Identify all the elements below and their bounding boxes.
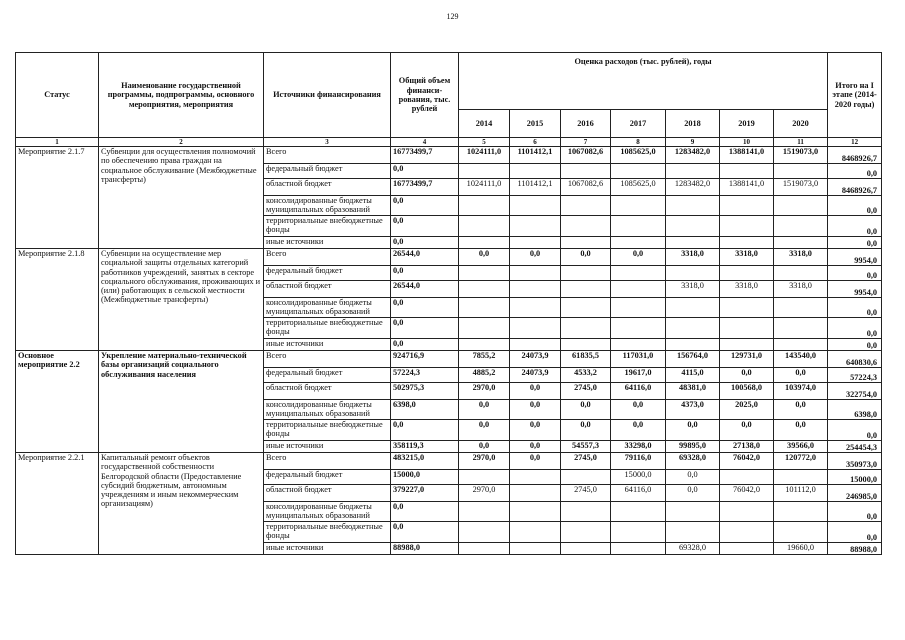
itogo-cell: 15000,0: [828, 470, 882, 485]
source-cell: областной бюджет: [264, 485, 391, 502]
year-value-cell: 0,0: [510, 383, 561, 400]
year-value-cell: [561, 237, 611, 249]
year-value-cell: [720, 298, 774, 318]
year-value-cell: [510, 164, 561, 179]
year-value-cell: [561, 543, 611, 555]
year-value-cell: [720, 318, 774, 339]
year-value-cell: 3318,0: [720, 281, 774, 298]
total-cell: 0,0: [391, 196, 459, 216]
total-cell: 502975,3: [391, 383, 459, 400]
source-cell: областной бюджет: [264, 383, 391, 400]
year-value-cell: [561, 339, 611, 351]
year-value-cell: [459, 196, 510, 216]
year-value-cell: [666, 339, 720, 351]
year-value-cell: 3318,0: [774, 281, 828, 298]
source-cell: иные источники: [264, 339, 391, 351]
total-cell: 16773499,7: [391, 179, 459, 196]
year-value-cell: [459, 237, 510, 249]
year-value-cell: [611, 339, 666, 351]
year-value-cell: [720, 470, 774, 485]
itogo-cell: 6398,0: [828, 400, 882, 420]
table-row: [16, 453, 882, 470]
year-value-cell: 100568,0: [720, 383, 774, 400]
year-value-cell: 3318,0: [666, 249, 720, 266]
name-cell: Капитальный ремонт объектов государственной собственности Белгородской области (Предоставление субсидий бюджетным, автономным учреждениям и иным некоммерческим организациям): [99, 453, 264, 555]
total-cell: 483215,0: [391, 453, 459, 470]
year-value-cell: 0,0: [720, 420, 774, 441]
header-itogo: Итого на I этапе (2014-2020 годы): [828, 53, 882, 138]
year-value-cell: 2970,0: [459, 453, 510, 470]
year-value-cell: [666, 298, 720, 318]
year-value-cell: 3318,0: [774, 249, 828, 266]
year-value-cell: [510, 237, 561, 249]
year-value-cell: 1085625,0: [611, 179, 666, 196]
header-year: 2019: [720, 110, 774, 138]
header-sources: Источники финансирования: [264, 53, 391, 138]
year-value-cell: 2970,0: [459, 383, 510, 400]
year-value-cell: 0,0: [774, 368, 828, 383]
itogo-cell: 0,0: [828, 298, 882, 318]
itogo-cell: 9954,0: [828, 281, 882, 298]
year-value-cell: [459, 502, 510, 522]
year-value-cell: 0,0: [459, 420, 510, 441]
column-number: 2: [99, 138, 264, 147]
year-value-cell: 24073,9: [510, 368, 561, 383]
year-value-cell: [666, 266, 720, 281]
year-value-cell: [611, 237, 666, 249]
year-value-cell: 2745,0: [561, 383, 611, 400]
year-value-cell: [561, 196, 611, 216]
total-cell: 15000,0: [391, 470, 459, 485]
column-number: 1: [16, 138, 99, 147]
total-cell: 0,0: [391, 237, 459, 249]
year-value-cell: 76042,0: [720, 485, 774, 502]
year-value-cell: 3318,0: [720, 249, 774, 266]
source-cell: областной бюджет: [264, 179, 391, 196]
column-number: 7: [561, 138, 611, 147]
source-cell: Всего: [264, 147, 391, 164]
year-value-cell: [611, 196, 666, 216]
year-value-cell: [774, 237, 828, 249]
year-value-cell: [774, 216, 828, 237]
name-cell: Субвенции для осуществления полномочий по обеспечению права граждан на социальное обслуживание (Межбюджетные трансферты): [99, 147, 264, 249]
year-value-cell: 1388141,0: [720, 179, 774, 196]
itogo-cell: 322754,0: [828, 383, 882, 400]
source-cell: Всего: [264, 351, 391, 368]
year-value-cell: 2025,0: [720, 400, 774, 420]
total-cell: 0,0: [391, 502, 459, 522]
total-cell: 6398,0: [391, 400, 459, 420]
source-cell: федеральный бюджет: [264, 266, 391, 281]
year-value-cell: 0,0: [666, 420, 720, 441]
column-number: 8: [611, 138, 666, 147]
year-value-cell: [774, 266, 828, 281]
year-value-cell: [720, 543, 774, 555]
itogo-cell: 640830,6: [828, 351, 882, 368]
year-value-cell: [720, 237, 774, 249]
itogo-cell: 88988,0: [828, 543, 882, 555]
column-number: 9: [666, 138, 720, 147]
year-value-cell: 19660,0: [774, 543, 828, 555]
year-value-cell: 69328,0: [666, 543, 720, 555]
year-value-cell: 1519073,0: [774, 147, 828, 164]
itogo-cell: 57224,3: [828, 368, 882, 383]
year-value-cell: 101112,0: [774, 485, 828, 502]
year-value-cell: [611, 281, 666, 298]
source-cell: консолидированные бюджеты муниципальных образований: [264, 502, 391, 522]
year-value-cell: [720, 502, 774, 522]
year-value-cell: [611, 164, 666, 179]
header-status: Статус: [16, 53, 99, 138]
source-cell: консолидированные бюджеты муниципальных образований: [264, 400, 391, 420]
total-cell: 0,0: [391, 164, 459, 179]
year-value-cell: 4115,0: [666, 368, 720, 383]
year-value-cell: 4533,2: [561, 368, 611, 383]
header-year: 2014: [459, 110, 510, 138]
itogo-cell: 0,0: [828, 522, 882, 543]
status-cell: Мероприятие 2.1.7: [16, 147, 99, 249]
column-number: 11: [774, 138, 828, 147]
year-value-cell: [459, 216, 510, 237]
year-value-cell: [666, 216, 720, 237]
year-value-cell: [510, 298, 561, 318]
year-value-cell: 0,0: [459, 249, 510, 266]
year-value-cell: 156764,0: [666, 351, 720, 368]
year-value-cell: [510, 266, 561, 281]
year-value-cell: [666, 502, 720, 522]
year-value-cell: 1101412,1: [510, 147, 561, 164]
year-value-cell: 0,0: [510, 420, 561, 441]
year-value-cell: [510, 522, 561, 543]
year-value-cell: 0,0: [510, 249, 561, 266]
total-cell: 0,0: [391, 298, 459, 318]
total-cell: 924716,9: [391, 351, 459, 368]
source-cell: федеральный бюджет: [264, 368, 391, 383]
year-value-cell: 117031,0: [611, 351, 666, 368]
year-value-cell: [561, 502, 611, 522]
year-value-cell: [666, 196, 720, 216]
itogo-cell: 246985,0: [828, 485, 882, 502]
year-value-cell: 1024111,0: [459, 147, 510, 164]
name-cell: Субвенции на осуществление мер социальной защиты отдельных категорий работников учреждений, занятых в секторе социального обслуживания, проживающих и (или) работающих в сельской местности (Межбюджетные трансферты): [99, 249, 264, 351]
itogo-cell: 9954,0: [828, 249, 882, 266]
year-value-cell: [561, 522, 611, 543]
year-value-cell: [561, 216, 611, 237]
itogo-cell: 254454,3: [828, 441, 882, 453]
itogo-cell: 8468926,7: [828, 179, 882, 196]
year-value-cell: 1067082,6: [561, 179, 611, 196]
year-value-cell: 99895,0: [666, 441, 720, 453]
year-value-cell: [561, 318, 611, 339]
year-value-cell: 48381,0: [666, 383, 720, 400]
year-value-cell: [510, 318, 561, 339]
year-value-cell: 0,0: [611, 420, 666, 441]
year-value-cell: 69328,0: [666, 453, 720, 470]
source-cell: федеральный бюджет: [264, 470, 391, 485]
year-value-cell: [774, 164, 828, 179]
year-value-cell: [561, 164, 611, 179]
column-number: 10: [720, 138, 774, 147]
status-cell: Основное мероприятие 2.2: [16, 351, 99, 453]
year-value-cell: 0,0: [720, 368, 774, 383]
total-cell: 358119,3: [391, 441, 459, 453]
year-value-cell: 143540,0: [774, 351, 828, 368]
year-value-cell: 2745,0: [561, 485, 611, 502]
itogo-cell: 0,0: [828, 216, 882, 237]
year-value-cell: 129731,0: [720, 351, 774, 368]
column-number: 6: [510, 138, 561, 147]
year-value-cell: [611, 502, 666, 522]
table-row: [16, 147, 882, 164]
year-value-cell: [774, 470, 828, 485]
column-number: 4: [391, 138, 459, 147]
year-value-cell: [459, 281, 510, 298]
table-row: [16, 249, 882, 266]
year-value-cell: [666, 318, 720, 339]
year-value-cell: [774, 196, 828, 216]
year-value-cell: [561, 470, 611, 485]
year-value-cell: [720, 266, 774, 281]
year-value-cell: [510, 502, 561, 522]
total-cell: 0,0: [391, 522, 459, 543]
itogo-cell: 0,0: [828, 237, 882, 249]
source-cell: территориальные внебюджетные фонды: [264, 216, 391, 237]
header-name: Наименование государственной программы, подпрограммы, основного мероприятия, мероприятия: [99, 53, 264, 138]
year-value-cell: [774, 298, 828, 318]
header-estimate: Оценка расходов (тыс. рублей), годы: [459, 53, 828, 110]
year-value-cell: [774, 318, 828, 339]
year-value-cell: 39566,0: [774, 441, 828, 453]
year-value-cell: 1067082,6: [561, 147, 611, 164]
year-value-cell: [720, 216, 774, 237]
year-value-cell: [774, 522, 828, 543]
year-value-cell: [459, 298, 510, 318]
itogo-cell: 0,0: [828, 420, 882, 441]
year-value-cell: 64116,0: [611, 383, 666, 400]
year-value-cell: 79116,0: [611, 453, 666, 470]
budget-table: [15, 52, 882, 555]
total-cell: 379227,0: [391, 485, 459, 502]
year-value-cell: [459, 470, 510, 485]
year-value-cell: 0,0: [561, 400, 611, 420]
year-value-cell: 1024111,0: [459, 179, 510, 196]
header-year: 2016: [561, 110, 611, 138]
itogo-cell: 350973,0: [828, 453, 882, 470]
year-value-cell: 0,0: [611, 249, 666, 266]
year-value-cell: [611, 522, 666, 543]
source-cell: консолидированные бюджеты муниципальных образований: [264, 298, 391, 318]
year-value-cell: [774, 339, 828, 351]
year-value-cell: [720, 164, 774, 179]
total-cell: 26544,0: [391, 281, 459, 298]
year-value-cell: [666, 164, 720, 179]
year-value-cell: [510, 339, 561, 351]
year-value-cell: 0,0: [459, 441, 510, 453]
total-cell: 26544,0: [391, 249, 459, 266]
header-year: 2020: [774, 110, 828, 138]
total-cell: 88988,0: [391, 543, 459, 555]
year-value-cell: [720, 339, 774, 351]
header-year: 2018: [666, 110, 720, 138]
year-value-cell: [720, 522, 774, 543]
name-cell: Укрепление материально-технической базы организаций социального обслуживания населения: [99, 351, 264, 453]
year-value-cell: [561, 298, 611, 318]
year-value-cell: 0,0: [666, 485, 720, 502]
year-value-cell: 1283482,0: [666, 147, 720, 164]
source-cell: консолидированные бюджеты муниципальных образований: [264, 196, 391, 216]
year-value-cell: [459, 266, 510, 281]
year-value-cell: 2745,0: [561, 453, 611, 470]
year-value-cell: 0,0: [774, 420, 828, 441]
year-value-cell: 1101412,1: [510, 179, 561, 196]
total-cell: 0,0: [391, 216, 459, 237]
itogo-cell: 0,0: [828, 164, 882, 179]
year-value-cell: [459, 164, 510, 179]
total-cell: 57224,3: [391, 368, 459, 383]
year-value-cell: 76042,0: [720, 453, 774, 470]
status-cell: Мероприятие 2.2.1: [16, 453, 99, 555]
year-value-cell: [774, 502, 828, 522]
year-value-cell: [561, 281, 611, 298]
header-year: 2017: [611, 110, 666, 138]
year-value-cell: 0,0: [774, 400, 828, 420]
source-cell: иные источники: [264, 543, 391, 555]
year-value-cell: 3318,0: [666, 281, 720, 298]
year-value-cell: 7855,2: [459, 351, 510, 368]
year-value-cell: [510, 543, 561, 555]
year-value-cell: 0,0: [611, 400, 666, 420]
year-value-cell: 64116,0: [611, 485, 666, 502]
source-cell: территориальные внебюджетные фонды: [264, 318, 391, 339]
year-value-cell: 1283482,0: [666, 179, 720, 196]
itogo-cell: 0,0: [828, 339, 882, 351]
year-value-cell: [459, 318, 510, 339]
year-value-cell: 15000,0: [611, 470, 666, 485]
year-value-cell: [510, 485, 561, 502]
year-value-cell: 0,0: [510, 400, 561, 420]
year-value-cell: 19617,0: [611, 368, 666, 383]
source-cell: иные источники: [264, 441, 391, 453]
source-cell: областной бюджет: [264, 281, 391, 298]
total-cell: 0,0: [391, 339, 459, 351]
column-number: 12: [828, 138, 882, 147]
year-value-cell: 0,0: [510, 453, 561, 470]
year-value-cell: 1519073,0: [774, 179, 828, 196]
header-year: 2015: [510, 110, 561, 138]
year-value-cell: 0,0: [459, 400, 510, 420]
total-cell: 0,0: [391, 420, 459, 441]
year-value-cell: 27138,0: [720, 441, 774, 453]
source-cell: федеральный бюджет: [264, 164, 391, 179]
total-cell: 0,0: [391, 318, 459, 339]
source-cell: иные источники: [264, 237, 391, 249]
year-value-cell: 54557,3: [561, 441, 611, 453]
itogo-cell: 0,0: [828, 196, 882, 216]
year-value-cell: 1388141,0: [720, 147, 774, 164]
year-value-cell: 0,0: [561, 249, 611, 266]
year-value-cell: 2970,0: [459, 485, 510, 502]
source-cell: Всего: [264, 453, 391, 470]
itogo-cell: 8468926,7: [828, 147, 882, 164]
year-value-cell: 61835,5: [561, 351, 611, 368]
year-value-cell: [459, 543, 510, 555]
itogo-cell: 0,0: [828, 266, 882, 281]
column-number: 5: [459, 138, 510, 147]
year-value-cell: 103974,0: [774, 383, 828, 400]
header-total: Общий объем финанси-рования, тыс. рублей: [391, 53, 459, 138]
year-value-cell: [666, 237, 720, 249]
source-cell: территориальные внебюджетные фонды: [264, 522, 391, 543]
year-value-cell: [611, 543, 666, 555]
year-value-cell: 1085625,0: [611, 147, 666, 164]
year-value-cell: [510, 470, 561, 485]
year-value-cell: [666, 522, 720, 543]
year-value-cell: [611, 298, 666, 318]
source-cell: Всего: [264, 249, 391, 266]
total-cell: 16773499,7: [391, 147, 459, 164]
total-cell: 0,0: [391, 266, 459, 281]
year-value-cell: [510, 216, 561, 237]
column-number: 3: [264, 138, 391, 147]
year-value-cell: 0,0: [561, 420, 611, 441]
year-value-cell: [510, 196, 561, 216]
year-value-cell: [611, 318, 666, 339]
year-value-cell: 0,0: [510, 441, 561, 453]
year-value-cell: 33298,0: [611, 441, 666, 453]
itogo-cell: 0,0: [828, 502, 882, 522]
year-value-cell: 4373,0: [666, 400, 720, 420]
table-row: [16, 351, 882, 368]
page-number: 129: [446, 12, 459, 21]
year-value-cell: [611, 266, 666, 281]
year-value-cell: 120772,0: [774, 453, 828, 470]
source-cell: территориальные внебюджетные фонды: [264, 420, 391, 441]
year-value-cell: 0,0: [666, 470, 720, 485]
year-value-cell: [459, 339, 510, 351]
year-value-cell: [611, 216, 666, 237]
year-value-cell: 4885,2: [459, 368, 510, 383]
itogo-cell: 0,0: [828, 318, 882, 339]
year-value-cell: 24073,9: [510, 351, 561, 368]
year-value-cell: [561, 266, 611, 281]
year-value-cell: [459, 522, 510, 543]
year-value-cell: [720, 196, 774, 216]
status-cell: Мероприятие 2.1.8: [16, 249, 99, 351]
year-value-cell: [510, 281, 561, 298]
